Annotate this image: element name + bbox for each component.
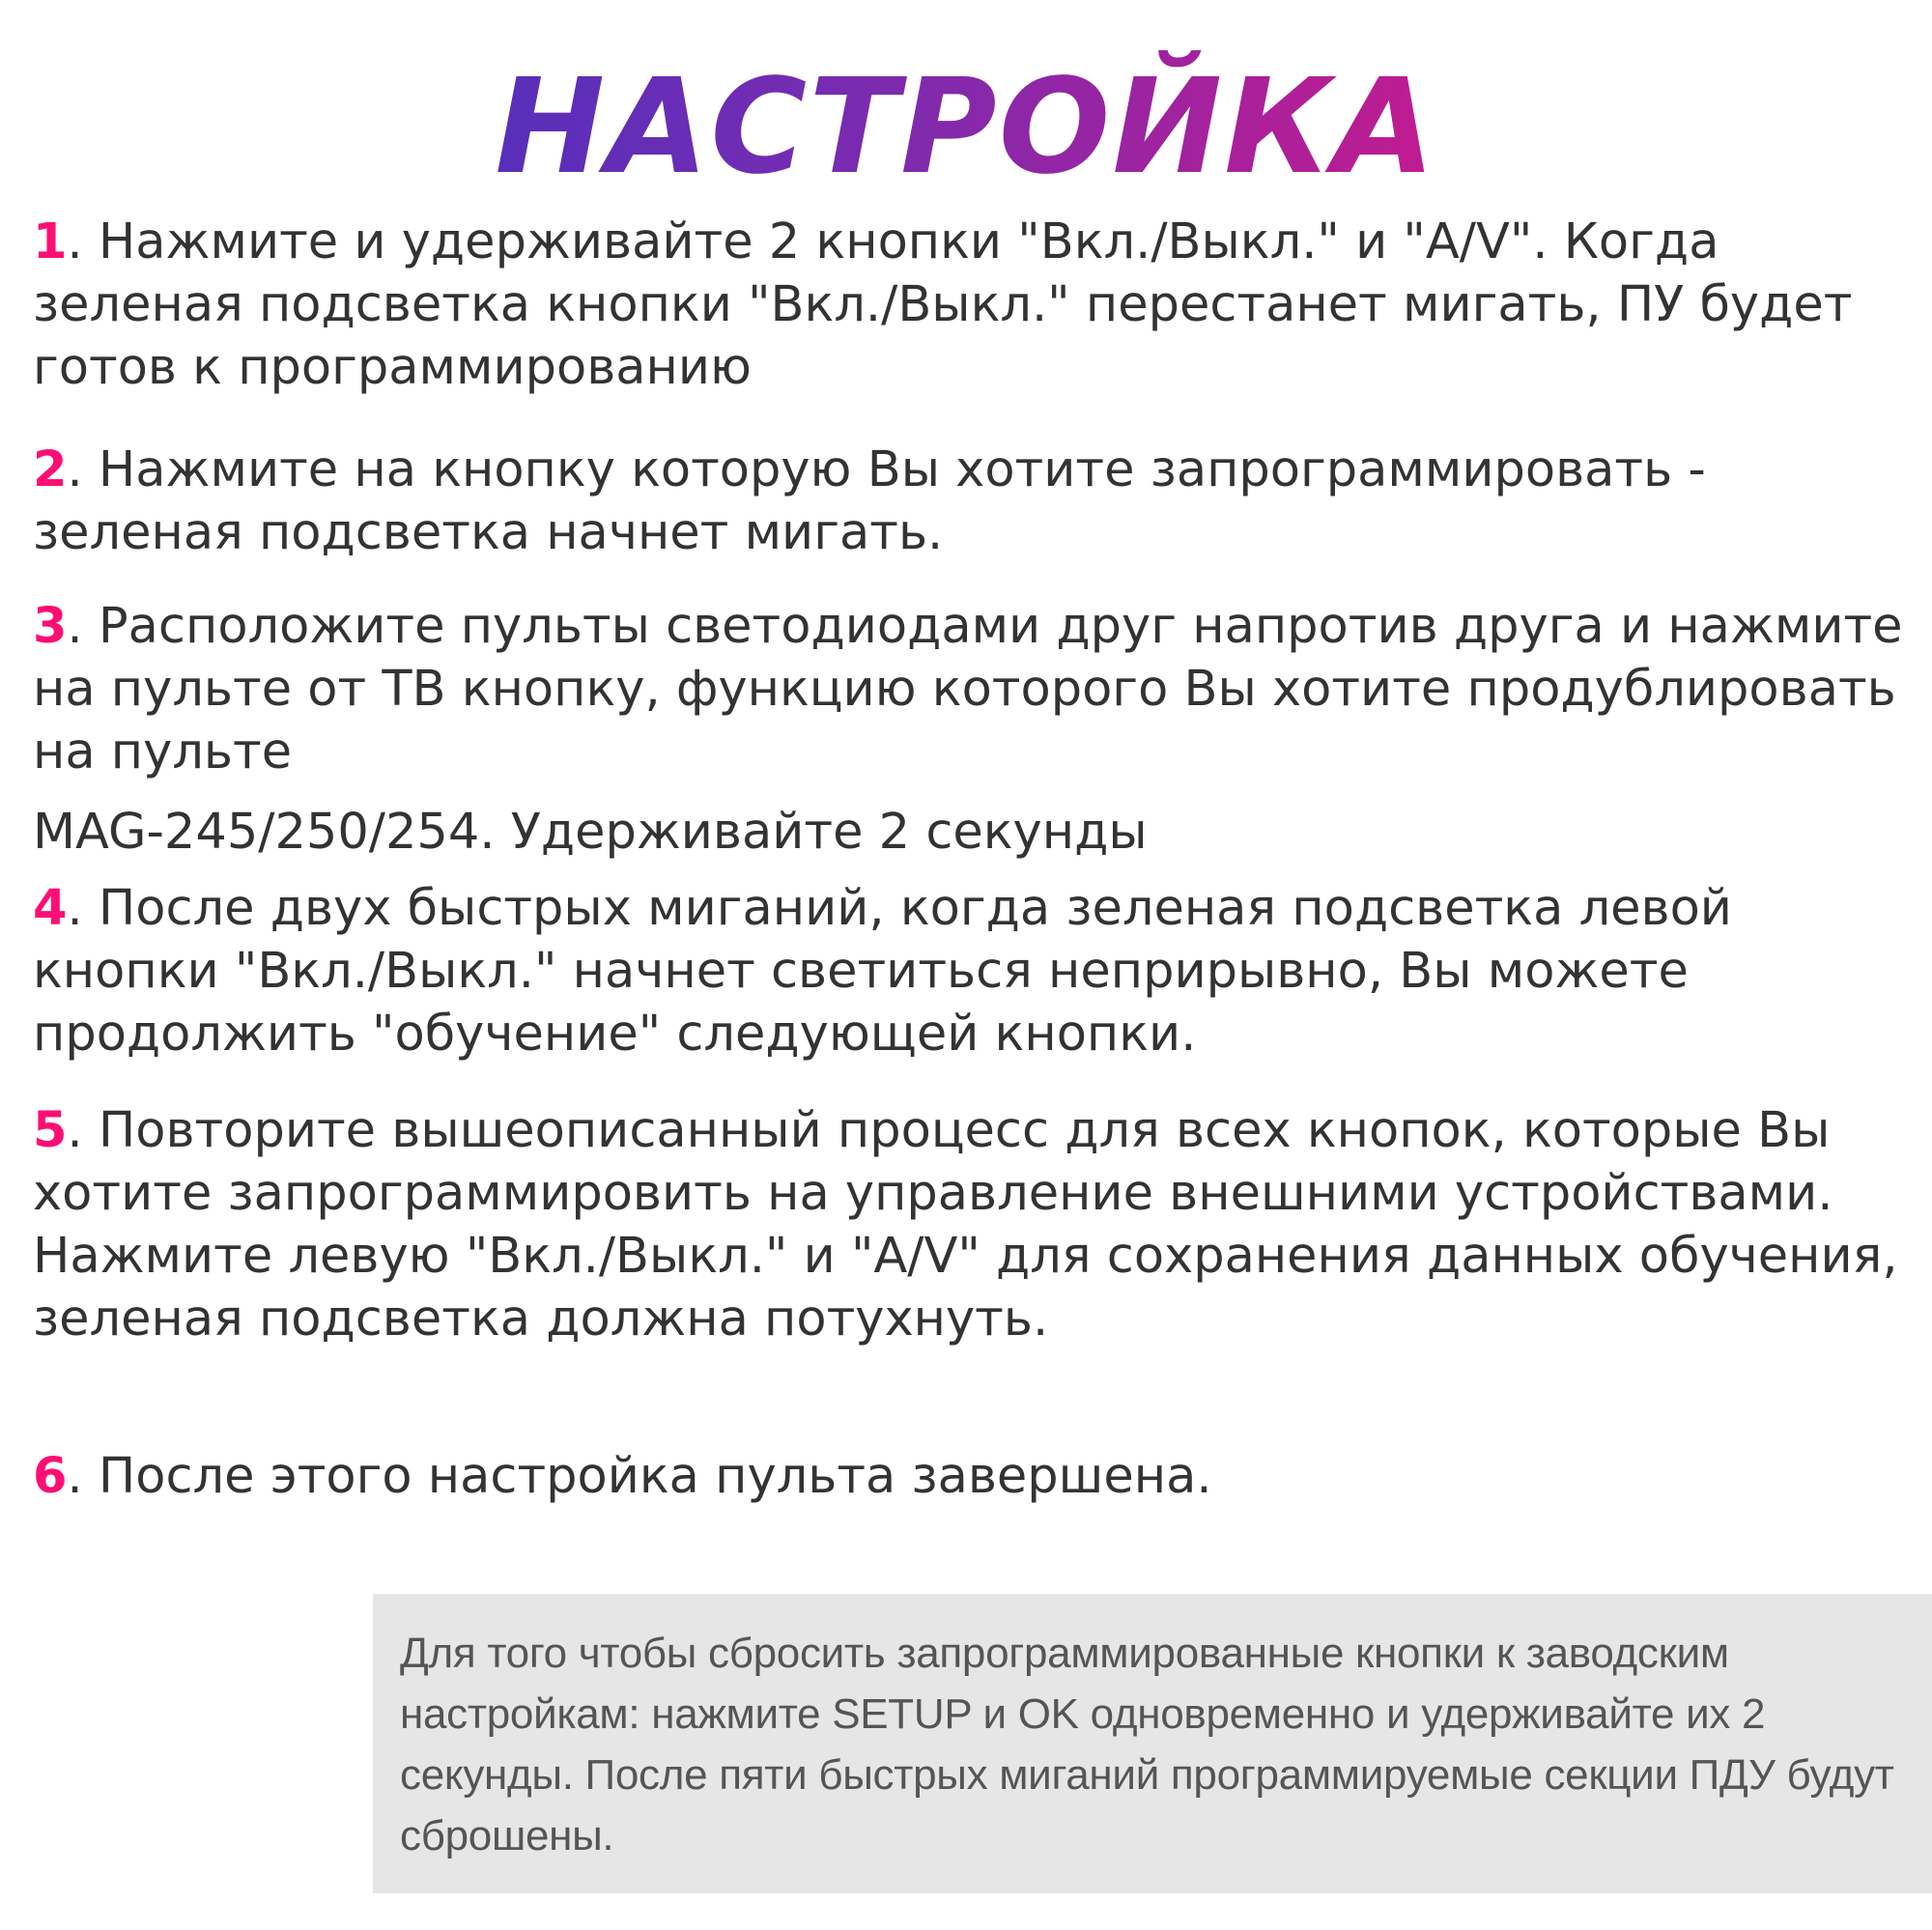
step-text: . После этого настройка пульта завершена. (67, 1448, 1212, 1505)
step-number: 1 (33, 213, 68, 270)
step-number: 2 (33, 441, 68, 498)
step-3 (33, 595, 1917, 864)
step-5 (33, 1099, 1917, 1350)
step-1 (33, 211, 1917, 399)
step-2 (33, 439, 1917, 564)
step-text: . После двух быстрых миганий, когда зеленая подсветка левой кнопки "Вкл./Выкл." начнет светиться неприрывно, Вы можете продолжить "обучение" следующей кнопки. (33, 880, 1732, 1063)
step-text: . Нажмите и удерживайте 2 кнопки "Вкл./Выкл." и "A/V". Когда зеленая подсветка кнопки "Вкл./Выкл." перестанет мигать, ПУ будет готов к программированию (33, 213, 1853, 396)
steps-list (33, 211, 1917, 1505)
step-number: 6 (33, 1448, 68, 1505)
step-text: . Расположите пульты светодиодами друг напротив друга и нажмите на пульте от ТВ кнопку, функцию которого Вы хотите продублировать на пульте (33, 598, 1903, 781)
step-text: . Повторите вышеописанный процесс для всех кнопок, которые Вы хотите запрограммировить на управление внешними устройствами. Нажмите левую "Вкл./Выкл." и "A/V" для сохранения данных обучения, зеленая подсветка должна потухнуть. (33, 1102, 1898, 1348)
page-title: НАСТРОЙКА (0, 50, 1932, 205)
step-6 (33, 1445, 1212, 1508)
step-4 (33, 877, 1917, 1065)
step-number: 3 (33, 598, 68, 655)
step-text: . Нажмите на кнопку которую Вы хотите запрограммировать - зеленая подсветка начнет мигать. (33, 441, 1706, 561)
step-number: 5 (33, 1102, 68, 1159)
step-number: 4 (33, 880, 68, 937)
reset-note-text: Для того чтобы сбросить запрограммированные кнопки к заводским настройкам: нажмите SETUP и OK одновременно и удерживайте их 2 секунды. После пяти быстрых миганий программируемые секции ПДУ будут сброшены. (400, 1630, 1894, 1859)
reset-note-box (373, 1594, 1932, 1893)
step-text-continuation: MAG-245/250/254. Удерживайте 2 секунды (33, 804, 1148, 861)
